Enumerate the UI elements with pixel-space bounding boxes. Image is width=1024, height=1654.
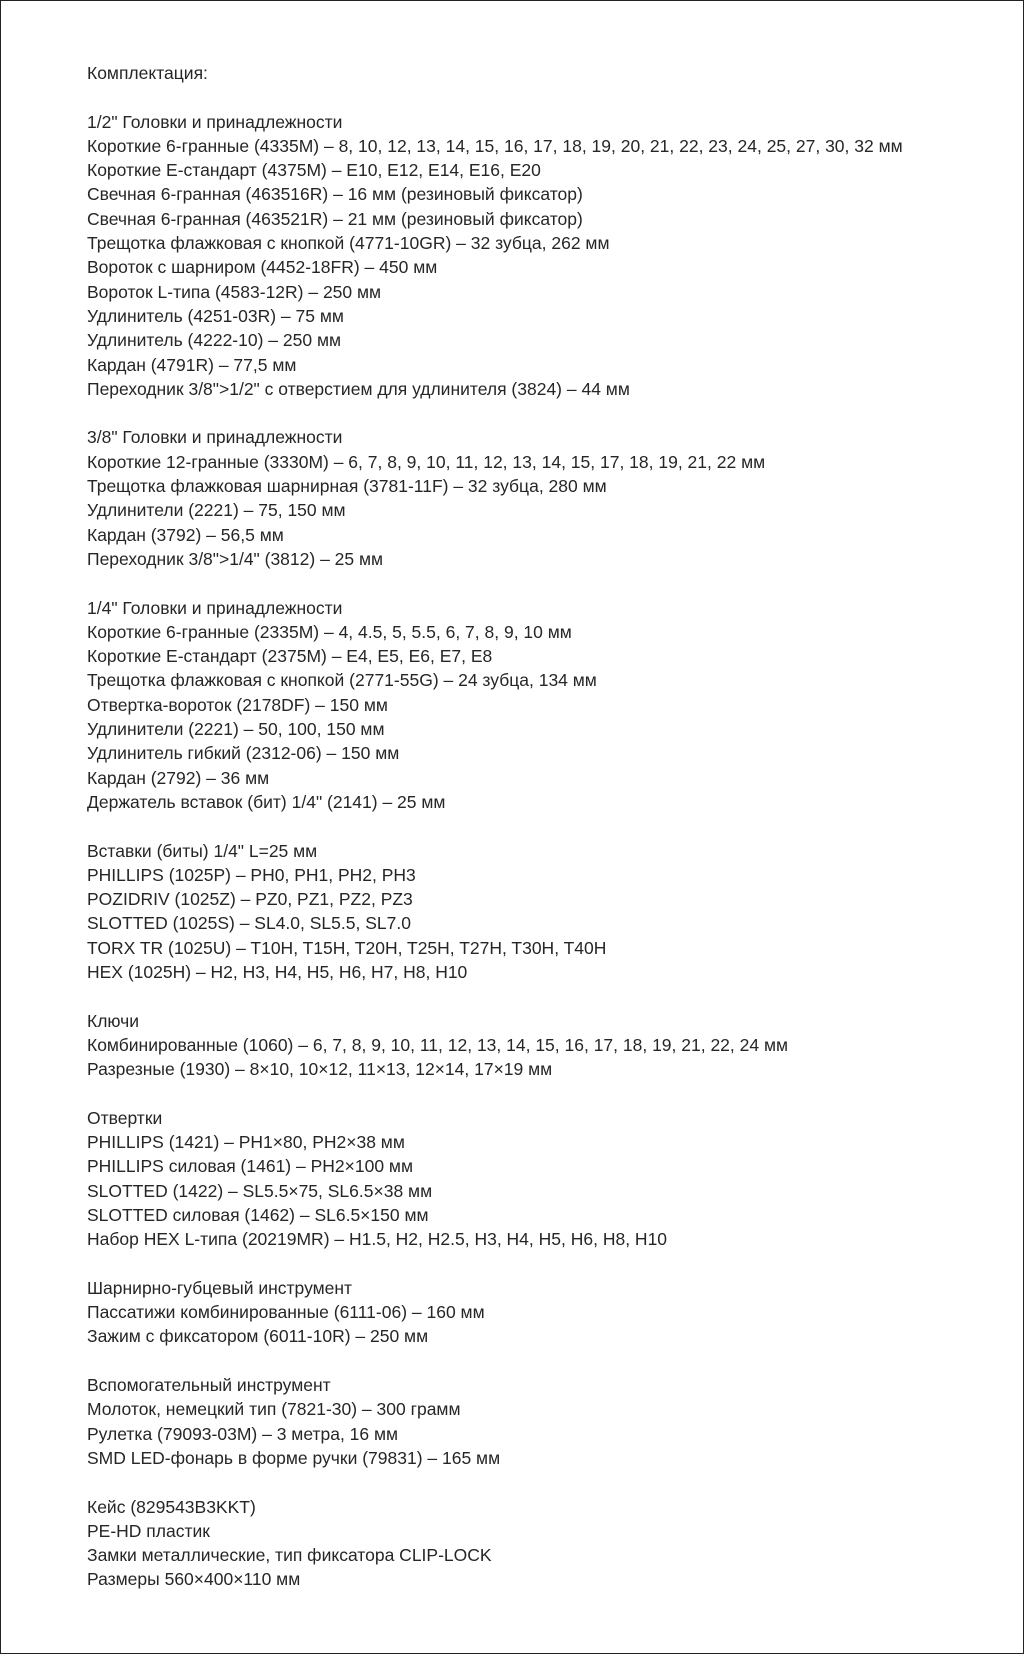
list-item: TORX TR (1025U) – T10H, T15H, T20H, T25H, T27H, T30H, T40H xyxy=(87,937,607,958)
list-item: Трещотка флажковая с кнопкой (2771-55G) – 24 зубца, 134 мм xyxy=(87,670,597,691)
section-heading: Отвертки xyxy=(87,1107,163,1128)
list-item: Переходник 3/8">1/4" (3812) – 25 мм xyxy=(87,548,384,569)
list-item: Удлинители (2221) – 75, 150 мм xyxy=(87,500,346,521)
list-item: Молоток, немецкий тип (7821-30) – 300 грамм xyxy=(87,1399,461,1420)
list-item: Вороток с шарниром (4452-18FR) – 450 мм xyxy=(87,257,438,278)
list-item: PE-HD пластик xyxy=(87,1520,210,1541)
list-item: SLOTTED силовая (1462) – SL6.5×150 мм xyxy=(87,1204,429,1225)
list-item: Короткие E-стандарт (2375M) – E4, E5, E6, E7, E8 xyxy=(87,646,493,667)
list-item: PHILLIPS (1025P) – PH0, PH1, PH2, PH3 xyxy=(87,864,416,885)
list-item: Комбинированные (1060) – 6, 7, 8, 9, 10, 11, 12, 13, 14, 15, 16, 17, 18, 19, 21, 22, 24 мм xyxy=(87,1034,789,1055)
list-item: Пассатижи комбинированные (6111-06) – 160 мм xyxy=(87,1302,485,1323)
list-item: SLOTTED (1025S) – SL4.0, SL5.5, SL7.0 xyxy=(87,913,411,934)
list-item: Удлинитель (4251-03R) – 75 мм xyxy=(87,305,344,326)
list-item: Свечная 6-гранная (463516R) – 16 мм (резиновый фиксатор) xyxy=(87,184,583,205)
list-item: Удлинители (2221) – 50, 100, 150 мм xyxy=(87,719,385,740)
list-item: Свечная 6-гранная (463521R) – 21 мм (резиновый фиксатор) xyxy=(87,208,583,229)
list-item: Трещотка флажковая шарнирная (3781-11F) – 32 зубца, 280 мм xyxy=(87,476,607,497)
list-item: Кардан (3792) – 56,5 мм xyxy=(87,524,284,545)
section-heading: Шарнирно-губцевый инструмент xyxy=(87,1277,353,1298)
list-item: Набор HEX L-типа (20219MR) – H1.5, H2, H2.5, H3, H4, H5, H6, H8, H10 xyxy=(87,1229,668,1250)
spec-list xyxy=(87,61,1007,1592)
intro-title: Комплектация: xyxy=(87,63,208,83)
list-item: Кардан (4791R) – 77,5 мм xyxy=(87,354,297,375)
list-item: Короткие 6-гранные (4335M) – 8, 10, 12, 13, 14, 15, 16, 17, 18, 19, 20, 21, 22, 23, 24, 25, 27, 30, 32 мм xyxy=(87,135,903,156)
list-item: Короткие 12-гранные (3330M) – 6, 7, 8, 9, 10, 11, 12, 13, 14, 15, 17, 18, 19, 21, 22 мм xyxy=(87,451,766,472)
section-heading: Вставки (биты) 1/4" L=25 мм xyxy=(87,840,318,861)
list-item: Короткие 6-гранные (2335M) – 4, 4.5, 5, 5.5, 6, 7, 8, 9, 10 мм xyxy=(87,621,572,642)
list-item: Вороток L-типа (4583-12R) – 250 мм xyxy=(87,281,382,302)
section-heading: Вспомогательный инструмент xyxy=(87,1375,331,1396)
list-item: Удлинитель гибкий (2312-06) – 150 мм xyxy=(87,743,400,764)
list-item: POZIDRIV (1025Z) – PZ0, PZ1, PZ2, PZ3 xyxy=(87,889,413,910)
section-heading: Кейс (829543B3KKT) xyxy=(87,1496,256,1517)
list-item: PHILLIPS (1421) – PH1×80, PH2×38 мм xyxy=(87,1132,405,1153)
section-heading: 3/8" Головки и принадлежности xyxy=(87,427,343,448)
section-heading: 1/2" Головки и принадлежности xyxy=(87,111,343,132)
list-item: Держатель вставок (бит) 1/4" (2141) – 25 мм xyxy=(87,791,446,812)
list-item: Зажим с фиксатором (6011-10R) – 250 мм xyxy=(87,1326,429,1347)
list-item: SMD LED-фонарь в форме ручки (79831) – 165 мм xyxy=(87,1447,501,1468)
list-item: HEX (1025H) – H2, H3, H4, H5, H6, H7, H8, H10 xyxy=(87,961,468,982)
list-item: Переходник 3/8">1/2" с отверстием для удлинителя (3824) – 44 мм xyxy=(87,378,630,399)
list-item: Рулетка (79093-03M) – 3 метра, 16 мм xyxy=(87,1423,399,1444)
list-item: Трещотка флажковая с кнопкой (4771-10GR) – 32 зубца, 262 мм xyxy=(87,233,610,254)
list-item: Кардан (2792) – 36 мм xyxy=(87,767,270,788)
list-item: Отвертка-вороток (2178DF) – 150 мм xyxy=(87,694,388,715)
list-item: SLOTTED (1422) – SL5.5×75, SL6.5×38 мм xyxy=(87,1180,433,1201)
list-item: Короткие E-стандарт (4375M) – E10, E12, E14, E16, E20 xyxy=(87,160,541,181)
list-item: PHILLIPS силовая (1461) – PH2×100 мм xyxy=(87,1156,413,1177)
section-heading: Ключи xyxy=(87,1010,140,1031)
list-item: Разрезные (1930) – 8×10, 10×12, 11×13, 12×14, 17×19 мм xyxy=(87,1059,553,1080)
list-item: Удлинитель (4222-10) – 250 мм xyxy=(87,330,342,351)
section-heading: 1/4" Головки и принадлежности xyxy=(87,597,343,618)
list-item: Размеры 560×400×110 мм xyxy=(87,1569,301,1590)
list-item: Замки металлические, тип фиксатора CLIP-LOCK xyxy=(87,1545,492,1566)
